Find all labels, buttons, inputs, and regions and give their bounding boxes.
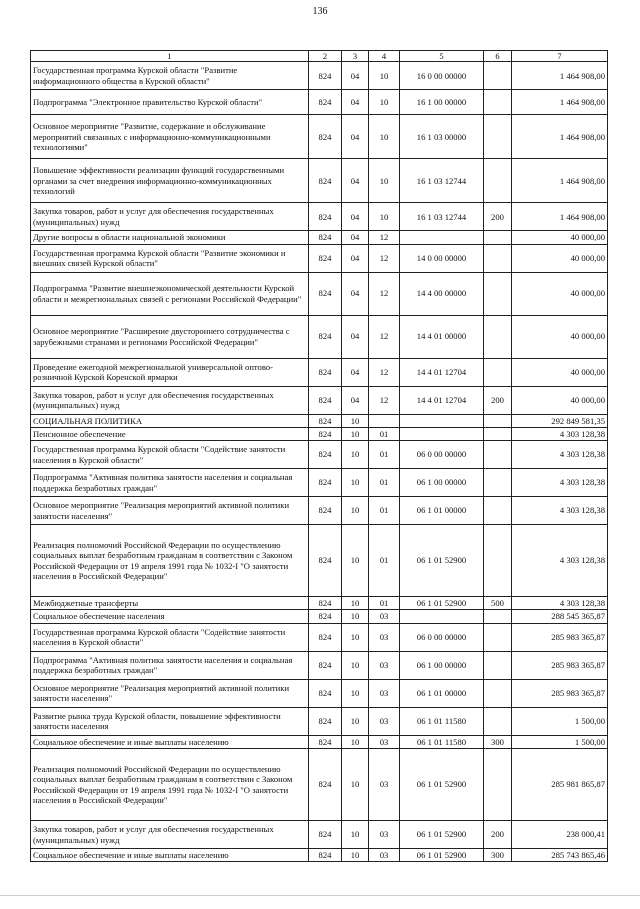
cell-target: 06 1 01 52900 — [400, 749, 484, 821]
cell-subsection: 03 — [369, 610, 400, 623]
table-row — [31, 358, 608, 386]
table-row — [31, 62, 608, 90]
cell-amount: 40 000,00 — [512, 358, 608, 386]
cell-expense-type: 200 — [484, 386, 512, 414]
cell-amount: 285 983 365,87 — [512, 679, 608, 707]
cell-grbs: 824 — [309, 62, 342, 90]
cell-amount: 1 500,00 — [512, 707, 608, 735]
cell-subsection: 03 — [369, 707, 400, 735]
cell-grbs: 824 — [309, 115, 342, 159]
cell-section: 10 — [342, 707, 369, 735]
cell-expense-type — [484, 441, 512, 469]
row-name: Подпрограмма "Развитие внешнеэкономической деятельности Курской области и межрегиональных связей с регионами Российской Федерации" — [31, 272, 309, 315]
page-number: 136 — [312, 6, 328, 17]
cell-expense-type — [484, 90, 512, 115]
cell-expense-type — [484, 623, 512, 651]
cell-grbs: 824 — [309, 610, 342, 623]
cell-section: 04 — [342, 159, 369, 203]
cell-grbs: 824 — [309, 469, 342, 497]
cell-subsection: 01 — [369, 441, 400, 469]
cell-subsection: 12 — [369, 386, 400, 414]
cell-grbs: 824 — [309, 414, 342, 427]
cell-amount: 1 500,00 — [512, 735, 608, 748]
table-row — [31, 497, 608, 525]
cell-amount: 40 000,00 — [512, 272, 608, 315]
cell-grbs: 824 — [309, 623, 342, 651]
cell-subsection: 10 — [369, 159, 400, 203]
table-row — [31, 749, 608, 821]
row-name: Закупка товаров, работ и услуг для обеспечения государственных (муниципальных) нужд — [31, 203, 309, 231]
table-row — [31, 244, 608, 272]
table-row — [31, 623, 608, 651]
col-header: 5 — [400, 51, 484, 62]
cell-section: 04 — [342, 272, 369, 315]
cell-target: 16 1 00 00000 — [400, 90, 484, 115]
row-name: Закупка товаров, работ и услуг для обеспечения государственных (муниципальных) нужд — [31, 821, 309, 849]
cell-expense-type — [484, 414, 512, 427]
table-row — [31, 115, 608, 159]
budget-table — [30, 50, 608, 862]
cell-target: 06 0 00 00000 — [400, 623, 484, 651]
cell-target: 06 1 01 52900 — [400, 597, 484, 610]
row-name: Межбюджетные трансферты — [31, 597, 309, 610]
cell-section: 04 — [342, 203, 369, 231]
cell-grbs: 824 — [309, 272, 342, 315]
cell-grbs: 824 — [309, 231, 342, 244]
cell-expense-type — [484, 231, 512, 244]
cell-section: 04 — [342, 90, 369, 115]
table-row — [31, 597, 608, 610]
row-name: Государственная программа Курской области "Развитие информационного общества в Курской области" — [31, 62, 309, 90]
table-row — [31, 821, 608, 849]
col-header: 3 — [342, 51, 369, 62]
cell-expense-type — [484, 115, 512, 159]
cell-subsection: 10 — [369, 62, 400, 90]
table-row — [31, 315, 608, 358]
cell-amount: 285 981 865,87 — [512, 749, 608, 821]
cell-target: 14 4 01 12704 — [400, 358, 484, 386]
cell-amount: 292 849 581,35 — [512, 414, 608, 427]
cell-subsection: 01 — [369, 497, 400, 525]
table-row — [31, 525, 608, 597]
cell-subsection: 10 — [369, 203, 400, 231]
row-name: Государственная программа Курской области "Развитие экономики и внешних связей Курской области" — [31, 244, 309, 272]
cell-expense-type — [484, 707, 512, 735]
cell-amount: 238 000,41 — [512, 821, 608, 849]
cell-grbs: 824 — [309, 749, 342, 821]
cell-target: 14 4 00 00000 — [400, 272, 484, 315]
cell-target: 06 1 01 52900 — [400, 821, 484, 849]
cell-grbs: 824 — [309, 427, 342, 440]
cell-expense-type — [484, 244, 512, 272]
cell-grbs: 824 — [309, 525, 342, 597]
cell-subsection: 10 — [369, 90, 400, 115]
cell-grbs: 824 — [309, 735, 342, 748]
table-row — [31, 735, 608, 748]
cell-section: 10 — [342, 651, 369, 679]
cell-section: 10 — [342, 441, 369, 469]
cell-amount: 1 464 908,00 — [512, 62, 608, 90]
cell-grbs: 824 — [309, 679, 342, 707]
cell-subsection: 03 — [369, 623, 400, 651]
cell-amount: 4 303 128,38 — [512, 427, 608, 440]
cell-grbs: 824 — [309, 244, 342, 272]
scan-edge-line — [0, 895, 640, 896]
cell-section: 10 — [342, 497, 369, 525]
cell-expense-type — [484, 315, 512, 358]
cell-amount: 1 464 908,00 — [512, 203, 608, 231]
cell-section: 10 — [342, 597, 369, 610]
cell-grbs: 824 — [309, 90, 342, 115]
cell-subsection — [369, 414, 400, 427]
row-name: СОЦИАЛЬНАЯ ПОЛИТИКА — [31, 414, 309, 427]
cell-section: 10 — [342, 414, 369, 427]
table-row — [31, 203, 608, 231]
cell-expense-type — [484, 610, 512, 623]
cell-section: 04 — [342, 244, 369, 272]
cell-section: 04 — [342, 231, 369, 244]
row-name: Проведение ежегодной межрегиональной универсальной оптово-розничной Курской Коренской ярмарки — [31, 358, 309, 386]
cell-target: 14 4 01 12704 — [400, 386, 484, 414]
row-name: Пенсионное обеспечение — [31, 427, 309, 440]
cell-subsection: 01 — [369, 469, 400, 497]
row-name: Основное мероприятие "Реализация мероприятий активной политики занятости населения" — [31, 679, 309, 707]
cell-subsection: 03 — [369, 849, 400, 862]
cell-subsection: 01 — [369, 597, 400, 610]
cell-section: 04 — [342, 62, 369, 90]
row-name: Другие вопросы в области национальной экономики — [31, 231, 309, 244]
table-row — [31, 272, 608, 315]
cell-target: 06 1 01 00000 — [400, 497, 484, 525]
table-row — [31, 679, 608, 707]
cell-section: 04 — [342, 386, 369, 414]
cell-section: 10 — [342, 525, 369, 597]
cell-target: 14 4 01 00000 — [400, 315, 484, 358]
col-header: 7 — [512, 51, 608, 62]
row-name: Закупка товаров, работ и услуг для обеспечения государственных (муниципальных) нужд — [31, 386, 309, 414]
cell-expense-type: 200 — [484, 203, 512, 231]
cell-target: 06 1 01 52900 — [400, 849, 484, 862]
cell-grbs: 824 — [309, 441, 342, 469]
cell-subsection: 01 — [369, 525, 400, 597]
cell-grbs: 824 — [309, 707, 342, 735]
cell-expense-type: 500 — [484, 597, 512, 610]
cell-amount: 4 303 128,38 — [512, 469, 608, 497]
cell-target: 16 1 03 12744 — [400, 159, 484, 203]
cell-expense-type — [484, 651, 512, 679]
cell-target: 14 0 00 00000 — [400, 244, 484, 272]
row-name: Реализация полномочий Российской Федерации по осуществлению социальных выплат безработным гражданам в соответствии с Законом Российской Федерации от 19 апреля 1991 года № 1032-I "О занятости населения в Российской Федерации" — [31, 749, 309, 821]
cell-subsection: 12 — [369, 315, 400, 358]
cell-grbs: 824 — [309, 203, 342, 231]
cell-grbs: 824 — [309, 497, 342, 525]
cell-section: 04 — [342, 358, 369, 386]
cell-section: 10 — [342, 749, 369, 821]
cell-amount: 40 000,00 — [512, 244, 608, 272]
cell-section: 10 — [342, 623, 369, 651]
cell-section: 04 — [342, 315, 369, 358]
header-row — [31, 51, 608, 62]
cell-grbs: 824 — [309, 386, 342, 414]
cell-target — [400, 427, 484, 440]
table-row — [31, 427, 608, 440]
cell-section: 10 — [342, 735, 369, 748]
cell-target: 06 1 01 52900 — [400, 525, 484, 597]
cell-subsection: 12 — [369, 231, 400, 244]
cell-target: 16 1 03 00000 — [400, 115, 484, 159]
cell-amount: 285 743 865,46 — [512, 849, 608, 862]
row-name: Социальное обеспечение и иные выплаты населению — [31, 849, 309, 862]
cell-grbs: 824 — [309, 597, 342, 610]
cell-grbs: 824 — [309, 821, 342, 849]
table-row — [31, 159, 608, 203]
row-name: Реализация полномочий Российской Федерации по осуществлению социальных выплат безработным гражданам в соответствии с Законом Российской Федерации от 19 апреля 1991 года № 1032-I "О занятости населения в Российской Федерации" — [31, 525, 309, 597]
cell-target: 06 1 01 00000 — [400, 679, 484, 707]
cell-subsection: 01 — [369, 427, 400, 440]
cell-amount: 1 464 908,00 — [512, 90, 608, 115]
cell-section: 10 — [342, 610, 369, 623]
cell-target: 16 1 03 12744 — [400, 203, 484, 231]
cell-expense-type — [484, 497, 512, 525]
cell-subsection: 03 — [369, 679, 400, 707]
row-name: Государственная программа Курской области "Содействие занятости населения в Курской области" — [31, 623, 309, 651]
table-row — [31, 386, 608, 414]
cell-subsection: 10 — [369, 115, 400, 159]
row-name: Подпрограмма "Активная политика занятости населения и социальная поддержка безработных граждан" — [31, 651, 309, 679]
cell-amount: 1 464 908,00 — [512, 115, 608, 159]
cell-section: 04 — [342, 115, 369, 159]
cell-target: 06 1 00 00000 — [400, 469, 484, 497]
cell-subsection: 03 — [369, 651, 400, 679]
cell-expense-type — [484, 358, 512, 386]
cell-section: 10 — [342, 679, 369, 707]
cell-section: 10 — [342, 469, 369, 497]
cell-expense-type: 200 — [484, 821, 512, 849]
cell-amount: 4 303 128,38 — [512, 441, 608, 469]
cell-target: 06 0 00 00000 — [400, 441, 484, 469]
cell-section: 10 — [342, 427, 369, 440]
cell-section: 10 — [342, 849, 369, 862]
cell-expense-type — [484, 427, 512, 440]
cell-expense-type — [484, 469, 512, 497]
cell-amount: 288 545 365,87 — [512, 610, 608, 623]
cell-expense-type — [484, 525, 512, 597]
table-row — [31, 414, 608, 427]
cell-target: 06 1 01 11580 — [400, 707, 484, 735]
table-row — [31, 90, 608, 115]
col-header: 2 — [309, 51, 342, 62]
cell-subsection: 03 — [369, 749, 400, 821]
row-name: Социальное обеспечение населения — [31, 610, 309, 623]
row-name: Государственная программа Курской области "Содействие занятости населения в Курской области" — [31, 441, 309, 469]
cell-grbs: 824 — [309, 358, 342, 386]
row-name: Основное мероприятие "Расширение двустороннего сотрудничества с зарубежными странами и регионами Российской Федерации" — [31, 315, 309, 358]
cell-target: 06 1 00 00000 — [400, 651, 484, 679]
table-row — [31, 231, 608, 244]
cell-grbs: 824 — [309, 849, 342, 862]
cell-amount: 4 303 128,38 — [512, 497, 608, 525]
cell-amount: 40 000,00 — [512, 386, 608, 414]
cell-target — [400, 414, 484, 427]
cell-amount: 40 000,00 — [512, 315, 608, 358]
col-header: 1 — [31, 51, 309, 62]
cell-expense-type — [484, 679, 512, 707]
cell-amount: 285 983 365,87 — [512, 651, 608, 679]
cell-amount: 285 983 365,87 — [512, 623, 608, 651]
cell-subsection: 12 — [369, 358, 400, 386]
cell-section: 10 — [342, 821, 369, 849]
row-name: Подпрограмма "Электронное правительство Курской области" — [31, 90, 309, 115]
table-row — [31, 651, 608, 679]
row-name: Социальное обеспечение и иные выплаты населению — [31, 735, 309, 748]
cell-amount: 4 303 128,38 — [512, 597, 608, 610]
table-row — [31, 469, 608, 497]
cell-grbs: 824 — [309, 159, 342, 203]
cell-grbs: 824 — [309, 651, 342, 679]
cell-expense-type: 300 — [484, 849, 512, 862]
table-row — [31, 441, 608, 469]
col-header: 4 — [369, 51, 400, 62]
cell-expense-type: 300 — [484, 735, 512, 748]
cell-expense-type — [484, 749, 512, 821]
table-row — [31, 707, 608, 735]
row-name: Основное мероприятие "Реализация мероприятий активной политики занятости населения" — [31, 497, 309, 525]
col-header: 6 — [484, 51, 512, 62]
cell-subsection: 12 — [369, 244, 400, 272]
cell-subsection: 12 — [369, 272, 400, 315]
cell-amount: 40 000,00 — [512, 231, 608, 244]
row-name: Развитие рынка труда Курской области, повышение эффективности занятости населения — [31, 707, 309, 735]
cell-target: 06 1 01 11580 — [400, 735, 484, 748]
cell-expense-type — [484, 159, 512, 203]
row-name: Повышение эффективности реализации функций государственными органами за счет внедрения информационно-коммуникационных технологий — [31, 159, 309, 203]
cell-target — [400, 231, 484, 244]
cell-target — [400, 610, 484, 623]
cell-target: 16 0 00 00000 — [400, 62, 484, 90]
cell-expense-type — [484, 272, 512, 315]
table-row — [31, 610, 608, 623]
cell-expense-type — [484, 62, 512, 90]
cell-amount: 4 303 128,38 — [512, 525, 608, 597]
cell-amount: 1 464 908,00 — [512, 159, 608, 203]
cell-subsection: 03 — [369, 735, 400, 748]
row-name: Подпрограмма "Активная политика занятости населения и социальная поддержка безработных граждан" — [31, 469, 309, 497]
cell-grbs: 824 — [309, 315, 342, 358]
table-row — [31, 849, 608, 862]
cell-subsection: 03 — [369, 821, 400, 849]
row-name: Основное мероприятие "Развитие, содержание и обслуживание мероприятий связанных с информационно-коммуникационными технологиями" — [31, 115, 309, 159]
